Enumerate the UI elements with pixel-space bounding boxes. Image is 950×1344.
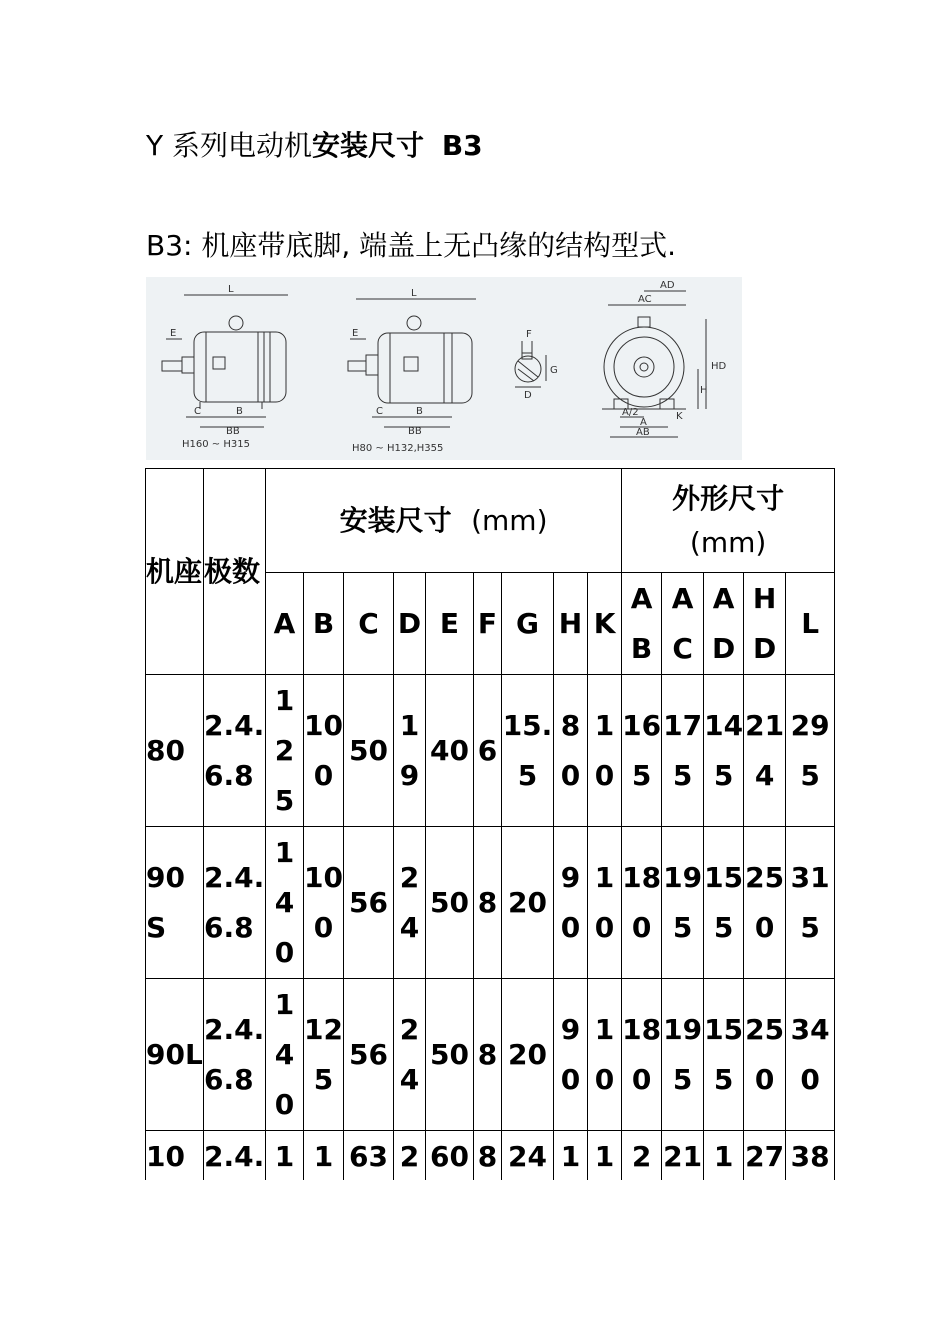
- title-suffix: B3: [441, 129, 483, 162]
- header-cell: D: [394, 573, 426, 675]
- row-cell: 340: [786, 979, 835, 1131]
- row-cell: 10: [588, 979, 622, 1131]
- row-cell: 10: [588, 827, 622, 979]
- table-row: [146, 1131, 835, 1183]
- row-cell: 90: [554, 979, 588, 1131]
- label-AC: AC: [638, 294, 652, 305]
- label-D: D: [524, 390, 532, 401]
- page-subtitle: B3: 机座带底脚, 端盖上无凸缘的结构型式.: [146, 229, 677, 262]
- row-cell: 1: [554, 1131, 588, 1183]
- row-cell: 90: [554, 827, 588, 979]
- install-group-label: 安装尺寸: [339, 503, 452, 537]
- row-cell: 1: [266, 1131, 304, 1183]
- header-outline-group: [622, 469, 835, 573]
- label-H: H: [700, 385, 708, 396]
- row-poles: 2.4.6.8: [204, 979, 266, 1131]
- row-cell: 100: [304, 827, 344, 979]
- row-cell: 2: [394, 1131, 426, 1183]
- header-cell: AD: [704, 573, 744, 675]
- header-cell: K: [588, 573, 622, 675]
- header-cell: G: [502, 573, 554, 675]
- label-E1: E: [170, 328, 177, 339]
- row-cell: 214: [744, 675, 786, 827]
- row-cell: 140: [266, 827, 304, 979]
- row-cell: 24: [502, 1131, 554, 1183]
- motor-front-view: [602, 280, 727, 438]
- row-poles: 2.4.: [204, 1131, 266, 1183]
- row-cell: 315: [786, 827, 835, 979]
- row-cell: 165: [622, 675, 662, 827]
- label-AB: AB: [636, 427, 650, 438]
- row-cell: 295: [786, 675, 835, 827]
- label-range1: H160 ~ H315: [182, 439, 250, 450]
- header-cell: C: [344, 573, 394, 675]
- row-cell: 195: [662, 827, 704, 979]
- header-cell: F: [474, 573, 502, 675]
- row-cell: 1: [588, 1131, 622, 1183]
- row-cell: 1: [704, 1131, 744, 1183]
- row-poles: 2.4.6.8: [204, 827, 266, 979]
- row-cell: 100: [304, 675, 344, 827]
- label-L1: L: [228, 284, 234, 295]
- motor-dimension-diagram: [146, 277, 742, 460]
- header-frame: 机座: [146, 469, 204, 675]
- row-cell: 125: [266, 675, 304, 827]
- row-cell: 140: [266, 979, 304, 1131]
- header-cell: B: [304, 573, 344, 675]
- label-HD: HD: [711, 361, 727, 372]
- label-L2: L: [411, 288, 417, 299]
- title-prefix: Y 系列电动机: [146, 129, 313, 162]
- row-cell: 180: [622, 827, 662, 979]
- row-cell: 56: [344, 827, 394, 979]
- label-C2: C: [376, 406, 383, 417]
- row-cell: 250: [744, 827, 786, 979]
- install-dimensions-table: [145, 468, 835, 1183]
- row-cell: 40: [426, 675, 474, 827]
- label-BB2: BB: [408, 426, 422, 437]
- row-cell: 50: [426, 979, 474, 1131]
- row-frame: 80: [146, 675, 204, 827]
- row-cell: 1: [304, 1131, 344, 1183]
- outline-group-label: 外形尺寸: [672, 481, 785, 515]
- label-BB1: BB: [226, 426, 240, 437]
- row-cell: 38: [786, 1131, 835, 1183]
- header-cell: E: [426, 573, 474, 675]
- table-row: [146, 827, 835, 979]
- row-cell: 80: [554, 675, 588, 827]
- row-cell: 56: [344, 979, 394, 1131]
- row-cell: 63: [344, 1131, 394, 1183]
- motor-side-view-2: [348, 288, 476, 454]
- row-cell: 155: [704, 827, 744, 979]
- row-frame: 90L: [146, 979, 204, 1131]
- page-bottom-margin: [0, 1180, 950, 1344]
- row-frame: 90S: [146, 827, 204, 979]
- label-E2: E: [352, 328, 359, 339]
- row-cell: 21: [662, 1131, 704, 1183]
- label-G: G: [550, 365, 558, 376]
- row-cell: 24: [394, 827, 426, 979]
- label-B1: B: [236, 406, 243, 417]
- row-cell: 50: [344, 675, 394, 827]
- row-cell: 175: [662, 675, 704, 827]
- header-cell: HD: [744, 573, 786, 675]
- row-cell: 15.5: [502, 675, 554, 827]
- row-cell: 8: [474, 827, 502, 979]
- header-cell: AB: [622, 573, 662, 675]
- row-cell: 60: [426, 1131, 474, 1183]
- header-cell: AC: [662, 573, 704, 675]
- label-AD: AD: [660, 280, 675, 291]
- shaft-section: [515, 329, 558, 401]
- row-poles: 2.4.6.8: [204, 675, 266, 827]
- row-cell: 180: [622, 979, 662, 1131]
- row-cell: 24: [394, 979, 426, 1131]
- label-range2: H80 ~ H132,H355: [352, 443, 444, 454]
- row-cell: 8: [474, 1131, 502, 1183]
- row-cell: 250: [744, 979, 786, 1131]
- label-B2: B: [416, 406, 423, 417]
- row-cell: 20: [502, 979, 554, 1131]
- table-header-group-row: [146, 469, 835, 573]
- row-cell: 8: [474, 979, 502, 1131]
- outline-group-unit: (mm): [689, 525, 767, 559]
- label-K: K: [676, 411, 683, 422]
- label-A2: A/2: [622, 407, 639, 418]
- title-bold: 安装尺寸: [312, 129, 425, 162]
- header-install-group: [266, 469, 622, 573]
- label-F: F: [526, 329, 532, 340]
- row-cell: 145: [704, 675, 744, 827]
- table-row: [146, 979, 835, 1131]
- header-cell: H: [554, 573, 588, 675]
- row-frame: 10: [146, 1131, 204, 1183]
- page-title: [146, 126, 483, 166]
- label-C1: C: [194, 406, 201, 417]
- motor-side-view-1: [162, 284, 288, 450]
- row-cell: 10: [588, 675, 622, 827]
- row-cell: 125: [304, 979, 344, 1131]
- row-cell: 50: [426, 827, 474, 979]
- row-cell: 2: [622, 1131, 662, 1183]
- row-cell: 20: [502, 827, 554, 979]
- table-row: [146, 675, 835, 827]
- label-A: A: [640, 417, 647, 428]
- install-group-unit: (mm): [471, 503, 548, 537]
- row-cell: 19: [394, 675, 426, 827]
- row-cell: 27: [744, 1131, 786, 1183]
- header-cell: L: [786, 573, 835, 675]
- header-poles: 极数: [204, 469, 266, 675]
- row-cell: 6: [474, 675, 502, 827]
- header-cell: A: [266, 573, 304, 675]
- row-cell: 155: [704, 979, 744, 1131]
- row-cell: 195: [662, 979, 704, 1131]
